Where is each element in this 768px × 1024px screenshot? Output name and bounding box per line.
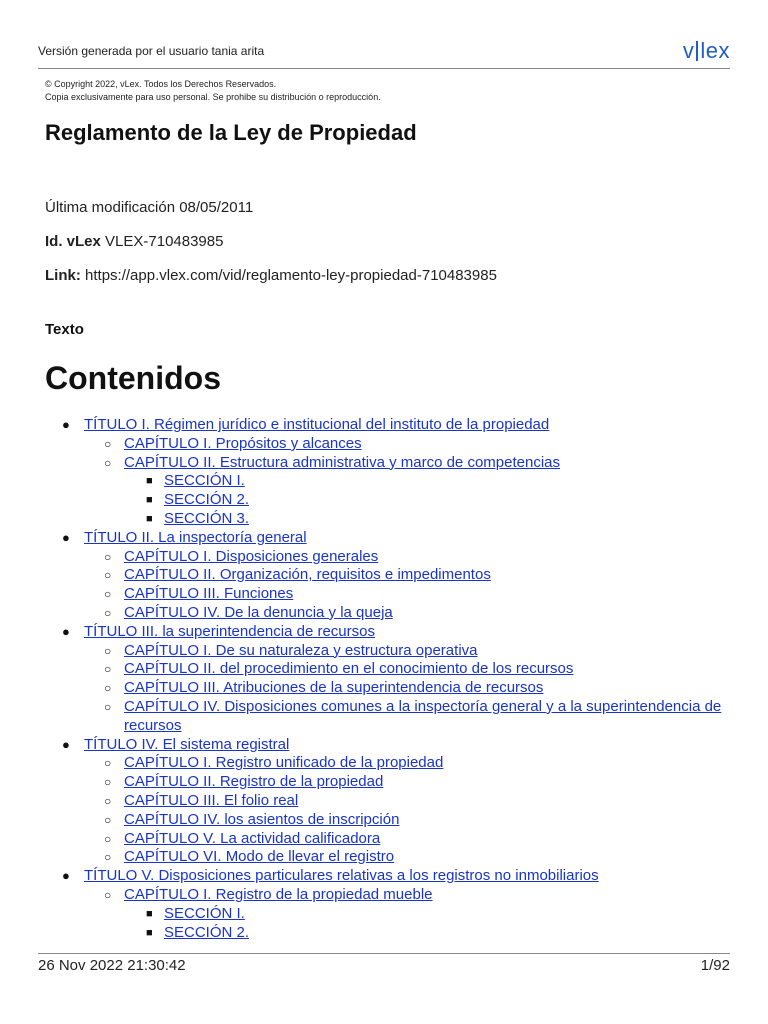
toc-item xyxy=(62,679,742,698)
toc-item xyxy=(62,604,742,623)
toc-item xyxy=(62,416,742,435)
toc-link[interactable]: CAPÍTULO II. del procedimiento en el conocimiento de los recursos xyxy=(124,660,574,678)
hollow-circle-bullet-icon: ○ xyxy=(104,812,112,827)
hollow-circle-bullet-icon: ○ xyxy=(104,643,112,658)
toc-link[interactable]: CAPÍTULO VI. Modo de llevar el registro xyxy=(124,848,395,866)
toc-item xyxy=(62,548,742,567)
toc-link[interactable]: SECCIÓN 3. xyxy=(164,509,250,527)
hollow-circle-bullet-icon: ○ xyxy=(104,756,112,771)
document-title: Reglamento de la Ley de Propiedad xyxy=(45,120,417,145)
toc-item xyxy=(62,736,742,755)
header-divider xyxy=(38,68,730,69)
vlex-id xyxy=(45,233,223,250)
document-link xyxy=(45,267,497,284)
toc-item xyxy=(62,773,742,792)
filled-square-bullet-icon: ■ xyxy=(146,907,153,920)
toc-item xyxy=(62,924,742,943)
toc-link[interactable]: CAPÍTULO IV. De la denuncia y la queja xyxy=(124,603,393,621)
filled-square-bullet-icon: ■ xyxy=(146,512,153,525)
toc-link[interactable]: CAPÍTULO II. Registro de la propiedad xyxy=(124,773,384,791)
toc-item xyxy=(62,491,742,510)
toc-link[interactable]: CAPÍTULO III. Atribuciones de la superintendencia de recursos xyxy=(124,679,544,697)
toc-item xyxy=(62,510,742,529)
toc-link[interactable]: CAPÍTULO III. El folio real xyxy=(124,791,299,809)
hollow-circle-bullet-icon: ○ xyxy=(104,850,112,865)
toc-link[interactable]: CAPÍTULO III. Funciones xyxy=(124,585,294,603)
filled-circle-bullet-icon: ● xyxy=(62,529,70,545)
toc-link[interactable]: TÍTULO I. Régimen jurídico e institucional del instituto de la propiedad xyxy=(84,416,550,433)
toc-link[interactable]: CAPÍTULO II. Estructura administrativa y marco de competencias xyxy=(124,453,560,471)
toc-item xyxy=(62,566,742,585)
vlex-id-value: VLEX-710483985 xyxy=(105,233,224,250)
toc-link[interactable]: CAPÍTULO I. Disposiciones generales xyxy=(124,547,379,565)
toc-item xyxy=(62,886,742,905)
document-link-label: Link: xyxy=(45,267,81,284)
toc-link[interactable]: CAPÍTULO IV. Disposiciones comunes a la inspectoría general y a la superintendencia de recursos xyxy=(124,697,722,734)
hollow-circle-bullet-icon: ○ xyxy=(104,775,112,790)
filled-square-bullet-icon: ■ xyxy=(146,494,153,507)
toc-item xyxy=(62,660,742,679)
hollow-circle-bullet-icon: ○ xyxy=(104,549,112,564)
toc-link[interactable]: CAPÍTULO I. De su naturaleza y estructura operativa xyxy=(124,641,478,659)
filled-square-bullet-icon: ■ xyxy=(146,926,153,939)
hollow-circle-bullet-icon: ○ xyxy=(104,681,112,696)
toc-link[interactable]: TÍTULO IV. El sistema registral xyxy=(84,735,290,753)
hollow-circle-bullet-icon: ○ xyxy=(104,662,112,677)
filled-circle-bullet-icon: ● xyxy=(62,736,70,752)
footer-divider xyxy=(38,953,730,954)
toc-link[interactable]: TÍTULO V. Disposiciones particulares relativas a los registros no inmobiliarios xyxy=(84,867,599,885)
hollow-circle-bullet-icon: ○ xyxy=(104,605,112,620)
text-section-label: Texto xyxy=(45,321,84,338)
filled-circle-bullet-icon: ● xyxy=(62,623,70,639)
toc-item xyxy=(62,472,742,491)
toc-link[interactable]: CAPÍTULO I. Registro unificado de la propiedad xyxy=(124,754,444,772)
document-link-value[interactable]: https://app.vlex.com/vid/reglamento-ley-propiedad-710483985 xyxy=(85,267,497,284)
toc-item xyxy=(62,585,742,604)
toc-item xyxy=(62,792,742,811)
filled-circle-bullet-icon: ● xyxy=(62,868,70,884)
toc-link[interactable]: TÍTULO II. La inspectoría general xyxy=(84,528,307,546)
toc-link[interactable]: CAPÍTULO I. Propósitos y alcances xyxy=(124,434,362,452)
vlex-logo[interactable]: v lex xyxy=(682,38,730,63)
toc-item xyxy=(62,830,742,849)
vlex-id-label: Id. vLex xyxy=(45,233,101,250)
toc-link[interactable]: SECCIÓN I. xyxy=(164,904,245,922)
last-modified: Última modificación 08/05/2011 xyxy=(45,199,254,216)
toc-item xyxy=(62,698,742,736)
usage-restriction-line: Copia exclusivamente para uso personal. Se prohibe su distribución o reproducción. xyxy=(45,92,381,102)
toc-item xyxy=(62,754,742,773)
footer-datetime: 26 Nov 2022 21:30:42 xyxy=(38,957,186,974)
toc-link[interactable]: SECCIÓN 2. xyxy=(164,923,250,941)
toc-link[interactable]: SECCIÓN 2. xyxy=(164,491,250,509)
toc-item xyxy=(62,867,742,886)
hollow-circle-bullet-icon: ○ xyxy=(104,699,112,714)
filled-square-bullet-icon: ■ xyxy=(146,475,153,488)
toc-link[interactable]: CAPÍTULO IV. los asientos de inscripción xyxy=(124,810,400,828)
toc-item xyxy=(62,905,742,924)
hollow-circle-bullet-icon: ○ xyxy=(104,587,112,602)
page-number: 1/92 xyxy=(700,957,730,974)
copyright-notice xyxy=(45,78,381,104)
hollow-circle-bullet-icon: ○ xyxy=(104,436,112,451)
toc-item xyxy=(62,435,742,454)
contents-heading: Contenidos xyxy=(45,360,221,396)
toc-item xyxy=(62,811,742,830)
hollow-circle-bullet-icon: ○ xyxy=(104,887,112,902)
hollow-circle-bullet-icon: ○ xyxy=(104,793,112,808)
hollow-circle-bullet-icon: ○ xyxy=(104,455,112,470)
filled-circle-bullet-icon: ● xyxy=(62,417,70,432)
generated-by-note: Versión generada por el usuario tania arita xyxy=(38,44,265,58)
toc-item xyxy=(62,454,742,473)
toc-link[interactable]: CAPÍTULO I. Registro de la propiedad mueble xyxy=(124,885,433,903)
toc-link[interactable]: TÍTULO III. la superintendencia de recursos xyxy=(84,622,375,640)
table-of-contents xyxy=(62,416,742,942)
toc-link[interactable]: CAPÍTULO V. La actividad calificadora xyxy=(124,829,381,847)
toc-link[interactable]: CAPÍTULO II. Organización, requisitos e impedimentos xyxy=(124,566,491,584)
toc-item xyxy=(62,848,742,867)
toc-link[interactable]: SECCIÓN I. xyxy=(164,472,245,490)
toc-item xyxy=(62,529,742,548)
toc-item xyxy=(62,642,742,661)
copyright-line: © Copyright 2022, vLex. Todos los Derechos Reservados. xyxy=(45,79,277,89)
toc-item xyxy=(62,623,742,642)
hollow-circle-bullet-icon: ○ xyxy=(104,831,112,846)
hollow-circle-bullet-icon: ○ xyxy=(104,568,112,583)
